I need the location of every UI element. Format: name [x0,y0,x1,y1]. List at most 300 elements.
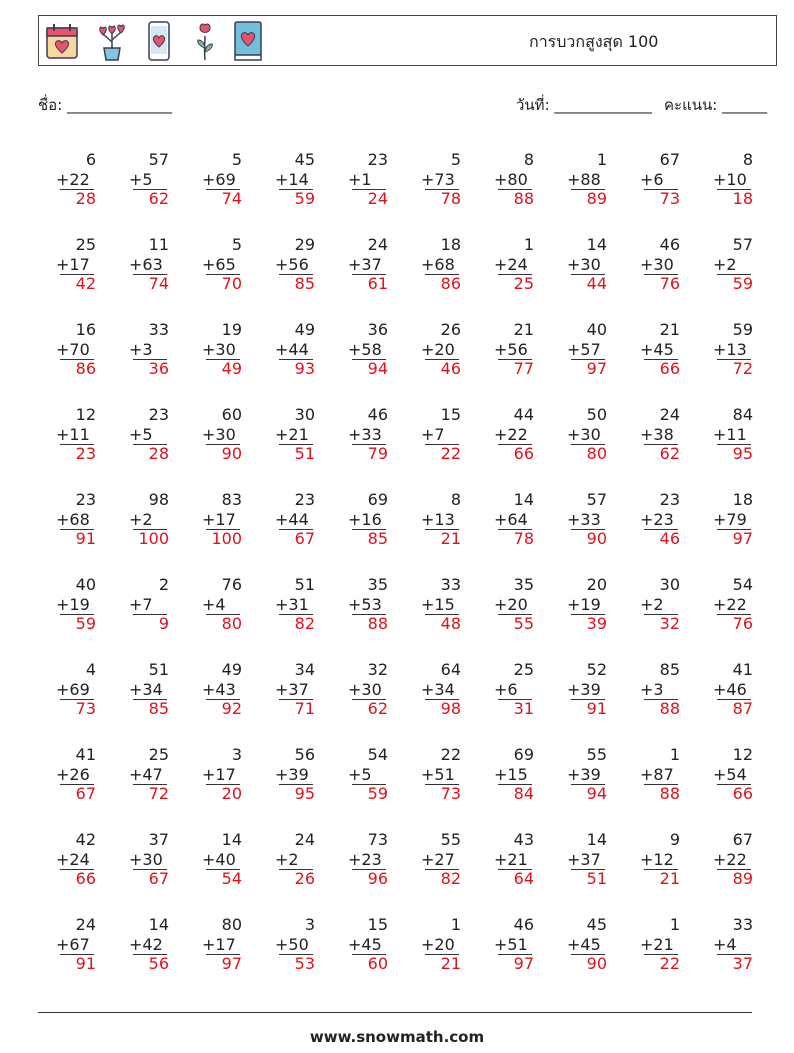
first-addend: 50 [586,405,607,424]
first-addend: 8 [523,150,534,169]
addition-problem [567,830,611,889]
addition-problem [421,235,465,294]
second-addend: +30 [348,679,382,699]
answer: 20 [221,784,242,803]
first-addend: 23 [294,490,315,509]
first-addend: 98 [148,490,169,509]
answer: 25 [513,274,534,293]
addition-problem [421,915,465,974]
second-addend: +15 [421,594,455,614]
first-addend: 22 [440,745,461,764]
first-addend: 14 [148,915,169,934]
first-addend: 23 [148,405,169,424]
first-addend: 30 [294,405,315,424]
addition-problem [713,405,757,464]
answer: 22 [440,444,461,463]
addition-problem [494,915,538,974]
first-addend: 3 [231,745,242,764]
answer: 21 [440,954,461,973]
first-addend: 5 [231,235,242,254]
addition-problem [202,660,246,719]
second-addend: +30 [129,849,163,869]
second-addend: +69 [56,679,90,699]
addition-problem [421,490,465,549]
second-addend: +4 [713,934,737,954]
date-field: วันที่: _____________ [516,96,652,114]
addition-problem [348,745,392,804]
second-addend: +11 [56,424,90,444]
answer: 39 [586,614,607,633]
first-addend: 11 [148,235,169,254]
second-addend: +6 [494,679,518,699]
answer: 88 [659,784,680,803]
second-addend: +87 [640,764,674,784]
first-addend: 46 [367,405,388,424]
answer: 78 [513,529,534,548]
addition-problem [129,490,173,549]
answer: 66 [75,869,96,888]
addition-problem [421,575,465,634]
first-addend: 8 [450,490,461,509]
answer: 96 [367,869,388,888]
answer: 55 [513,614,534,633]
second-addend: +13 [713,339,747,359]
second-addend: +22 [494,424,528,444]
second-addend: +17 [202,764,236,784]
addition-problem [713,150,757,209]
first-addend: 37 [148,830,169,849]
addition-problem [567,320,611,379]
addition-problem [421,830,465,889]
first-addend: 33 [440,575,461,594]
answer: 88 [513,189,534,208]
first-addend: 24 [294,830,315,849]
answer: 74 [221,189,242,208]
second-addend: +33 [348,424,382,444]
first-addend: 51 [148,660,169,679]
second-addend: +2 [713,254,737,274]
answer: 76 [659,274,680,293]
answer: 77 [513,359,534,378]
first-addend: 35 [367,575,388,594]
first-addend: 36 [367,320,388,339]
addition-problem [348,915,392,974]
name-field: ชื่อ: ______________ [38,96,173,114]
second-addend: +21 [494,849,528,869]
second-addend: +5 [348,764,372,784]
addition-problem [275,830,319,889]
first-addend: 25 [513,660,534,679]
first-addend: 73 [367,830,388,849]
addition-problem [640,405,684,464]
answer: 54 [221,869,242,888]
addition-problem [202,915,246,974]
first-addend: 45 [586,915,607,934]
first-addend: 80 [221,915,242,934]
answer: 79 [367,444,388,463]
answer: 88 [367,614,388,633]
addition-problem [56,490,100,549]
answer: 59 [294,189,315,208]
addition-problem [494,490,538,549]
answer: 31 [513,699,534,718]
second-addend: +5 [129,424,153,444]
answer: 53 [294,954,315,973]
first-addend: 18 [440,235,461,254]
second-addend: +30 [202,339,236,359]
second-addend: +79 [713,509,747,529]
second-addend: +68 [421,254,455,274]
addition-problem [640,235,684,294]
answer: 85 [294,274,315,293]
second-addend: +34 [421,679,455,699]
answer: 64 [513,869,534,888]
answer: 72 [732,359,753,378]
answer: 70 [221,274,242,293]
addition-problem [129,320,173,379]
addition-problem [494,320,538,379]
addition-problem [202,235,246,294]
addition-problem [640,660,684,719]
first-addend: 35 [513,575,534,594]
addition-problem [640,320,684,379]
addition-problem [640,150,684,209]
answer: 59 [367,784,388,803]
addition-problem [567,575,611,634]
answer: 95 [294,784,315,803]
answer: 100 [211,529,242,548]
first-addend: 14 [586,235,607,254]
second-addend: +31 [275,594,309,614]
second-addend: +19 [56,594,90,614]
second-addend: +2 [129,509,153,529]
first-addend: 1 [450,915,461,934]
first-addend: 64 [440,660,461,679]
second-addend: +45 [567,934,601,954]
answer: 24 [367,189,388,208]
addition-problem [129,660,173,719]
first-addend: 43 [513,830,534,849]
first-addend: 57 [148,150,169,169]
second-addend: +10 [713,169,747,189]
addition-problem [567,490,611,549]
answer: 67 [75,784,96,803]
answer: 66 [513,444,534,463]
answer: 86 [440,274,461,293]
addition-problem [567,745,611,804]
answer: 90 [586,529,607,548]
answer: 71 [294,699,315,718]
first-addend: 9 [669,830,680,849]
addition-problem [56,660,100,719]
second-addend: +1 [348,169,372,189]
answer: 51 [586,869,607,888]
second-addend: +47 [129,764,163,784]
first-addend: 44 [513,405,534,424]
second-addend: +37 [567,849,601,869]
first-addend: 25 [148,745,169,764]
addition-problem [202,150,246,209]
second-addend: +22 [56,169,90,189]
second-addend: +51 [421,764,455,784]
addition-problem [56,235,100,294]
addition-problem [640,745,684,804]
second-addend: +14 [275,169,309,189]
answer: 59 [75,614,96,633]
answer: 97 [732,529,753,548]
first-addend: 4 [85,660,96,679]
addition-problem [129,745,173,804]
second-addend: +80 [494,169,528,189]
second-addend: +3 [129,339,153,359]
addition-problem [494,405,538,464]
addition-problem [348,830,392,889]
addition-problem [275,405,319,464]
addition-problem [56,150,100,209]
second-addend: +24 [494,254,528,274]
second-addend: +50 [275,934,309,954]
addition-problem [129,915,173,974]
first-addend: 60 [221,405,242,424]
answer: 18 [732,189,753,208]
addition-problem [129,150,173,209]
second-addend: +67 [56,934,90,954]
first-addend: 21 [513,320,534,339]
second-addend: +30 [567,424,601,444]
answer: 49 [221,359,242,378]
second-addend: +5 [129,169,153,189]
addition-problem [348,405,392,464]
second-addend: +68 [56,509,90,529]
first-addend: 51 [294,575,315,594]
addition-problem [640,830,684,889]
addition-problem [494,830,538,889]
first-addend: 23 [75,490,96,509]
second-addend: +17 [56,254,90,274]
addition-problem [713,660,757,719]
first-addend: 52 [586,660,607,679]
answer: 82 [294,614,315,633]
first-addend: 6 [85,150,96,169]
addition-problem [567,660,611,719]
answer: 48 [440,614,461,633]
first-addend: 26 [440,320,461,339]
second-addend: +37 [348,254,382,274]
first-addend: 1 [523,235,534,254]
second-addend: +64 [494,509,528,529]
first-addend: 15 [440,405,461,424]
answer: 9 [158,614,169,633]
addition-problem [275,320,319,379]
answer: 91 [75,529,96,548]
second-addend: +4 [202,594,226,614]
addition-problem [421,745,465,804]
second-addend: +21 [640,934,674,954]
addition-problem [713,490,757,549]
addition-problem [275,660,319,719]
first-addend: 15 [367,915,388,934]
answer: 37 [732,954,753,973]
answer: 21 [659,869,680,888]
second-addend: +46 [713,679,747,699]
addition-problem [129,235,173,294]
second-addend: +39 [275,764,309,784]
answer: 78 [440,189,461,208]
answer: 73 [440,784,461,803]
worksheet-title: การบวกสูงสุด 100 [529,32,659,51]
answer: 66 [659,359,680,378]
first-addend: 54 [367,745,388,764]
answer: 67 [148,869,169,888]
first-addend: 55 [586,745,607,764]
answer: 60 [367,954,388,973]
first-addend: 12 [732,745,753,764]
answer: 95 [732,444,753,463]
answer: 72 [148,784,169,803]
first-addend: 33 [148,320,169,339]
addition-problem [56,830,100,889]
answer: 73 [75,699,96,718]
addition-problem [129,830,173,889]
first-addend: 24 [659,405,680,424]
addition-problem [275,150,319,209]
addition-problem [567,915,611,974]
second-addend: +34 [129,679,163,699]
answer: 23 [75,444,96,463]
second-addend: +43 [202,679,236,699]
answer: 56 [148,954,169,973]
addition-problem [348,490,392,549]
second-addend: +21 [275,424,309,444]
second-addend: +24 [56,849,90,869]
answer: 90 [586,954,607,973]
footer-divider [38,1012,752,1013]
second-addend: +22 [713,594,747,614]
first-addend: 29 [294,235,315,254]
first-addend: 34 [294,660,315,679]
first-addend: 57 [732,235,753,254]
answer: 97 [586,359,607,378]
answer: 89 [586,189,607,208]
addition-problem [494,150,538,209]
first-addend: 46 [513,915,534,934]
addition-problem [713,320,757,379]
first-addend: 5 [231,150,242,169]
answer: 74 [148,274,169,293]
second-addend: +26 [56,764,90,784]
first-addend: 5 [450,150,461,169]
answer: 36 [148,359,169,378]
first-addend: 67 [659,150,680,169]
second-addend: +16 [348,509,382,529]
answer: 80 [221,614,242,633]
answer: 92 [221,699,242,718]
addition-problem [348,320,392,379]
footer-site: www.snowmath.com [309,1028,485,1046]
answer: 62 [367,699,388,718]
answer: 46 [440,359,461,378]
first-addend: 59 [732,320,753,339]
addition-problem [421,320,465,379]
second-addend: +37 [275,679,309,699]
second-addend: +6 [640,169,664,189]
second-addend: +45 [640,339,674,359]
answer: 44 [586,274,607,293]
answer: 98 [440,699,461,718]
addition-problem [202,830,246,889]
answer: 87 [732,699,753,718]
second-addend: +13 [421,509,455,529]
addition-problem [275,745,319,804]
second-addend: +17 [202,934,236,954]
first-addend: 14 [513,490,534,509]
answer: 85 [367,529,388,548]
second-addend: +23 [640,509,674,529]
second-addend: +58 [348,339,382,359]
first-addend: 30 [659,575,680,594]
first-addend: 8 [742,150,753,169]
first-addend: 57 [586,490,607,509]
addition-problem [348,660,392,719]
second-addend: +44 [275,339,309,359]
addition-problem [713,575,757,634]
addition-problem [421,405,465,464]
addition-problem [202,320,246,379]
addition-problem [567,235,611,294]
second-addend: +2 [275,849,299,869]
first-addend: 83 [221,490,242,509]
first-addend: 1 [669,745,680,764]
first-addend: 41 [75,745,96,764]
answer: 84 [513,784,534,803]
answer: 67 [294,529,315,548]
addition-problem [421,150,465,209]
first-addend: 32 [367,660,388,679]
second-addend: +12 [640,849,674,869]
second-addend: +19 [567,594,601,614]
answer: 91 [586,699,607,718]
first-addend: 33 [732,915,753,934]
first-addend: 24 [75,915,96,934]
first-addend: 56 [294,745,315,764]
addition-problem [129,575,173,634]
first-addend: 67 [732,830,753,849]
second-addend: +69 [202,169,236,189]
first-addend: 85 [659,660,680,679]
second-addend: +30 [567,254,601,274]
first-addend: 25 [75,235,96,254]
second-addend: +27 [421,849,455,869]
first-addend: 12 [75,405,96,424]
answer: 97 [221,954,242,973]
first-addend: 40 [75,575,96,594]
first-addend: 24 [367,235,388,254]
addition-problem [275,915,319,974]
second-addend: +20 [421,339,455,359]
addition-problem [348,235,392,294]
first-addend: 20 [586,575,607,594]
answer: 86 [75,359,96,378]
second-addend: +15 [494,764,528,784]
addition-problem [56,575,100,634]
addition-problem [421,660,465,719]
first-addend: 3 [304,915,315,934]
second-addend: +23 [348,849,382,869]
second-addend: +39 [567,679,601,699]
answer: 46 [659,529,680,548]
second-addend: +11 [713,424,747,444]
first-addend: 1 [669,915,680,934]
